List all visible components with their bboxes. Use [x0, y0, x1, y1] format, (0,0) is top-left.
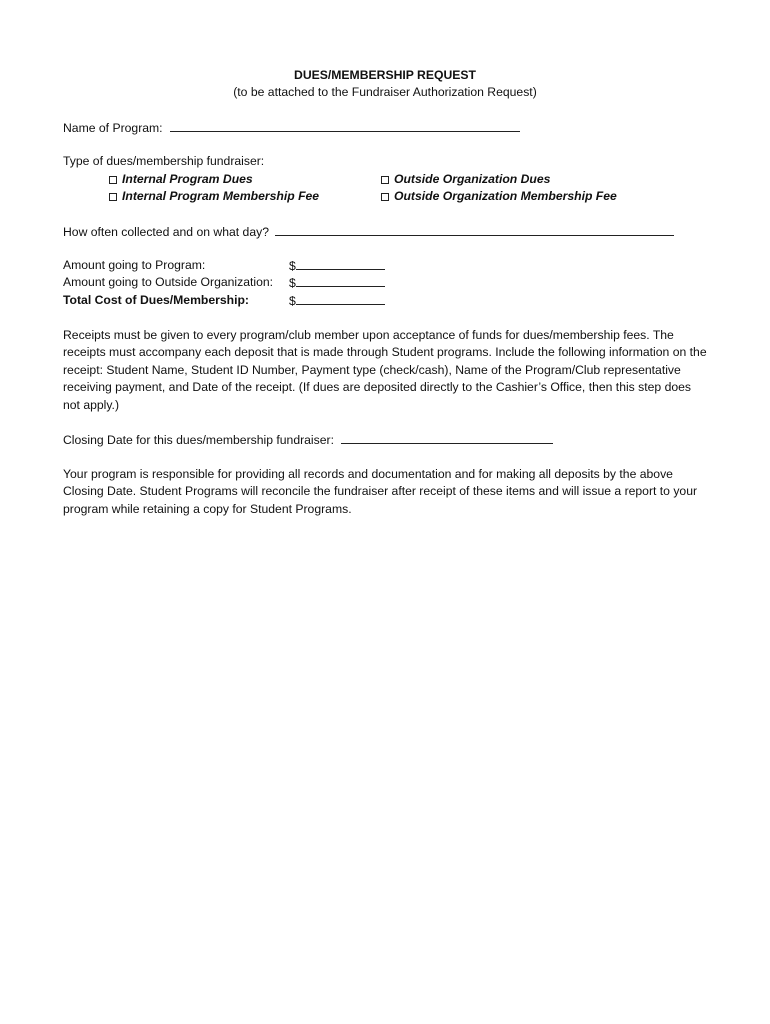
- option-outside-organization-dues[interactable]: [381, 171, 550, 188]
- option-internal-program-membership-fee[interactable]: [109, 188, 319, 205]
- amount-program-row: [289, 257, 385, 275]
- closing-date-label: Closing Date for this dues/membership fundraiser:: [63, 433, 334, 447]
- checkbox-icon[interactable]: [381, 176, 389, 184]
- checkbox-icon[interactable]: [381, 193, 389, 201]
- amount-outside-row: [289, 274, 385, 292]
- frequency-row: [63, 223, 674, 241]
- document-title: DUES/MEMBERSHIP REQUEST: [294, 68, 476, 82]
- option-label: Outside Organization Membership Fee: [394, 189, 617, 203]
- currency-symbol: $: [289, 259, 296, 273]
- currency-symbol: $: [289, 276, 296, 290]
- closing-date-row: [63, 431, 553, 449]
- amount-program-field[interactable]: [296, 257, 385, 270]
- amount-program-label: Amount going to Program:: [63, 258, 206, 272]
- checkbox-icon[interactable]: [109, 176, 117, 184]
- option-internal-program-dues[interactable]: [109, 171, 253, 188]
- program-name-row: [63, 119, 520, 137]
- program-name-label: Name of Program:: [63, 121, 163, 135]
- receipts-paragraph: Receipts must be given to every program/club member upon acceptance of funds for dues/membership fees. The receipts must accompany each deposit that is made through Student programs. Include the following information on the receipt: Student Name, Student ID Number, Payment type (check/cash), Name of the Program/Club representative receiving payment, and Date of the receipt. (If dues are deposited directly to the Cashier’s Office, then this step does not apply.): [63, 328, 707, 412]
- document-subtitle: (to be attached to the Fundraiser Authorization Request): [233, 85, 537, 99]
- fundraiser-type-label: Type of dues/membership fundraiser:: [63, 154, 265, 168]
- option-outside-organization-membership-fee[interactable]: [381, 188, 617, 205]
- responsibility-paragraph: Your program is responsible for providing all records and documentation and for making all deposits by the above Closing Date. Student Programs will reconcile the fundraiser after receipt of these items and will issue a report to your program while retaining a copy for Student Programs.: [63, 467, 698, 516]
- frequency-label: How often collected and on what day?: [63, 225, 269, 239]
- option-label: Internal Program Dues: [122, 172, 253, 186]
- frequency-field[interactable]: [275, 223, 674, 236]
- program-name-field[interactable]: [170, 119, 520, 132]
- total-cost-row: [289, 292, 385, 310]
- option-label: Outside Organization Dues: [394, 172, 551, 186]
- amount-outside-field[interactable]: [296, 274, 385, 287]
- checkbox-icon[interactable]: [109, 193, 117, 201]
- closing-date-field[interactable]: [341, 431, 553, 444]
- option-label: Internal Program Membership Fee: [122, 189, 320, 203]
- total-cost-label: Total Cost of Dues/Membership:: [63, 293, 249, 307]
- currency-symbol: $: [289, 294, 296, 308]
- total-cost-field[interactable]: [296, 292, 385, 305]
- amount-outside-label: Amount going to Outside Organization:: [63, 275, 274, 289]
